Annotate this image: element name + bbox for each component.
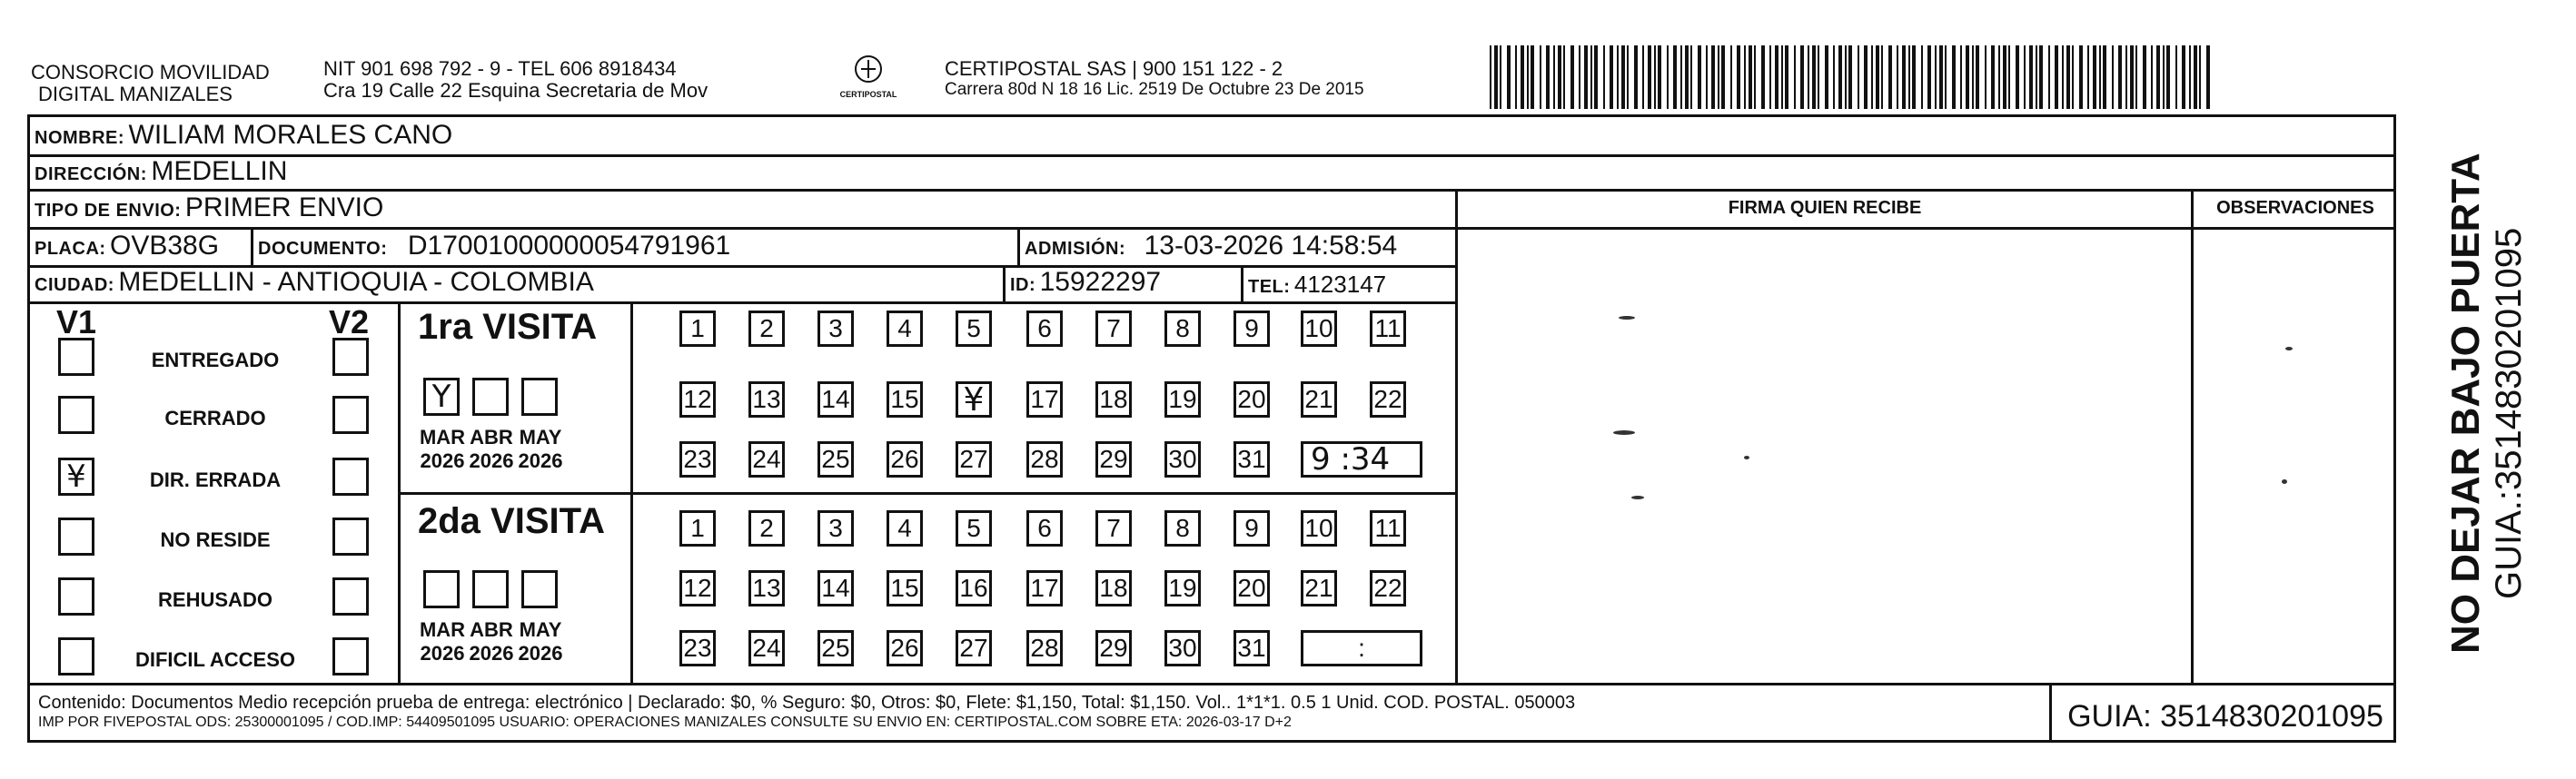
barcode-bar (1808, 45, 1809, 109)
day-box[interactable]: 21 (1301, 570, 1337, 606)
day-box[interactable]: 4 (887, 311, 923, 347)
barcode-bar (1976, 45, 1979, 109)
month-label: ABR (470, 426, 513, 449)
barcode-bar (1648, 45, 1651, 109)
day-box[interactable]: 18 (1095, 381, 1132, 418)
barcode-bar (2112, 45, 2114, 109)
day-box[interactable]: 30 (1164, 441, 1201, 478)
day-box[interactable]: 8 (1164, 510, 1201, 547)
day-box[interactable]: 28 (1026, 630, 1063, 666)
barcode-bar (1848, 45, 1852, 109)
day-box[interactable]: ¥ (956, 381, 992, 418)
month-checkbox[interactable]: Y (423, 378, 460, 416)
day-box[interactable]: 23 (679, 441, 716, 478)
v1-checkbox[interactable] (58, 637, 94, 675)
company-line2: DIGITAL MANIZALES (38, 83, 233, 105)
certipostal-line2: Carrera 80d N 18 16 Lic. 2519 De Octubre 23 De 2015 (945, 80, 1364, 99)
day-box[interactable]: 7 (1095, 510, 1132, 547)
barcode-bar (1927, 45, 1931, 109)
barcode-bar (1579, 45, 1580, 109)
barcode-bar (1897, 45, 1898, 109)
barcode-bar (1812, 45, 1816, 109)
address-value: MEDELLIN (151, 156, 288, 186)
barcode-bar (1754, 45, 1756, 109)
barcode-bar (1838, 45, 1842, 109)
day-box[interactable]: 6 (1026, 510, 1063, 547)
month-label: MAY (519, 426, 562, 449)
day-box[interactable]: 11 (1370, 510, 1406, 547)
nit-line2: Cra 19 Calle 22 Esquina Secretaria de Mov (323, 79, 708, 102)
barcode-bar (1658, 45, 1661, 109)
barcode-bar (2055, 45, 2058, 109)
day-box[interactable]: 8 (1164, 311, 1201, 347)
day-box[interactable]: 1 (679, 510, 716, 547)
barcode-bar (2175, 45, 2177, 109)
barcode-bar (1617, 45, 1619, 109)
admission-cell (1025, 231, 1397, 261)
barcode-bar (1939, 45, 1943, 109)
day-box[interactable]: 10 (1301, 311, 1337, 347)
v2-checkbox[interactable] (332, 637, 369, 675)
tel-cell (1248, 271, 1386, 299)
day-box[interactable]: 7 (1095, 311, 1132, 347)
barcode-bar (2194, 45, 2197, 109)
barcode-bar (1540, 45, 1541, 109)
certipostal-logo (832, 53, 905, 107)
barcode-bar (1845, 45, 1847, 109)
barcode-bar (2099, 45, 2101, 109)
document-value: D17001000000054791961 (407, 231, 731, 261)
barcode-bar (1945, 45, 1947, 109)
plate-cell (35, 231, 219, 261)
barcode-bar (1570, 45, 1574, 109)
barcode-bar (1690, 45, 1692, 109)
barcode-bar (1818, 45, 1819, 109)
barcode-bar (1785, 45, 1788, 109)
day-box[interactable]: 21 (1301, 381, 1337, 418)
year-label: 2026 (469, 449, 514, 472)
month-label: MAY (519, 618, 562, 641)
day-box[interactable]: 6 (1026, 311, 1063, 347)
barcode-bar (2135, 45, 2137, 109)
admission-label: ADMISIÓN: (1025, 239, 1126, 259)
day-box[interactable]: 15 (887, 570, 923, 606)
certipostal-line1: CERTIPOSTAL SAS | 900 151 122 - 2 (945, 57, 1283, 80)
barcode-bar (1603, 45, 1605, 109)
logo-text: CERTIPOSTAL (839, 90, 897, 99)
day-box[interactable]: 9 (1234, 311, 1270, 347)
address-row (35, 156, 287, 187)
day-box[interactable]: 13 (748, 570, 785, 606)
barcode-bar (1998, 45, 2000, 109)
month-checkbox[interactable] (423, 570, 460, 608)
name-label: NOMBRE: (35, 128, 125, 148)
day-box[interactable]: 24 (748, 630, 785, 666)
day-box[interactable]: 18 (1095, 570, 1132, 606)
barcode-bar (1654, 45, 1656, 109)
day-box[interactable]: 23 (679, 630, 716, 666)
day-box[interactable]: 26 (887, 630, 923, 666)
barcode-bar (1563, 45, 1565, 109)
barcode-bar (1553, 45, 1555, 109)
barcode-bar (1935, 45, 1937, 109)
status-option: DIFICIL ACCESO (134, 648, 295, 671)
month-checkbox[interactable] (472, 378, 509, 416)
day-box[interactable]: 31 (1234, 441, 1270, 478)
day-box[interactable]: 9 (1234, 510, 1270, 547)
barcode-bar (1952, 45, 1956, 109)
barcode-bar (2093, 45, 2096, 109)
day-box[interactable]: 5 (956, 510, 992, 547)
day-box[interactable]: 30 (1164, 630, 1201, 666)
company-line1: CONSORCIO MOVILIDAD (31, 61, 270, 84)
barcode-bar (1888, 45, 1892, 109)
day-box[interactable]: 20 (1234, 570, 1270, 606)
city-cell (35, 267, 594, 298)
plate-label: PLACA: (35, 239, 106, 259)
status-option: CERRADO (164, 407, 266, 429)
id-label: ID: (1010, 275, 1036, 295)
barcode (1490, 45, 2216, 109)
barcode-bar (2143, 45, 2146, 109)
day-box[interactable]: 25 (817, 630, 854, 666)
v2-checkbox[interactable] (332, 518, 369, 556)
v1-checkbox[interactable] (58, 518, 94, 556)
day-box[interactable]: 5 (956, 311, 992, 347)
barcode-bar (2036, 45, 2037, 109)
year-label: 2026 (420, 449, 465, 472)
barcode-bar (1769, 45, 1771, 109)
year-label: 2026 (469, 642, 514, 665)
visit2-title: 2da VISITA (418, 501, 605, 541)
day-box[interactable]: 20 (1234, 381, 1270, 418)
barcode-bar (1991, 45, 1995, 109)
certipostal-block (945, 58, 1364, 100)
day-box[interactable]: 15 (887, 381, 923, 418)
day-box[interactable]: 12 (679, 381, 716, 418)
certipostal-logo-icon (848, 53, 888, 85)
barcode-bar (1627, 45, 1629, 109)
day-box[interactable]: 19 (1164, 381, 1201, 418)
barcode-bar (1761, 45, 1765, 109)
day-box[interactable]: 13 (748, 381, 785, 418)
id-value: 15922297 (1039, 267, 1162, 297)
guia-box: GUIA: 3514830201095 (2067, 699, 2383, 734)
year-label: 2026 (420, 642, 465, 665)
barcode-bar (2024, 45, 2026, 109)
barcode-bar (2130, 45, 2134, 109)
barcode-bar (2048, 45, 2050, 109)
month-label: ABR (470, 618, 513, 641)
barcode-bar (1858, 45, 1859, 109)
signature-header: FIRMA QUIEN RECIBE (1728, 198, 1922, 218)
barcode-bar (2072, 45, 2074, 109)
month-label: MAR (419, 426, 466, 449)
day-box[interactable]: 29 (1095, 630, 1132, 666)
city-value: MEDELLIN - ANTIOQUIA - COLOMBIA (118, 267, 594, 297)
barcode-bar (1507, 45, 1511, 109)
nit-line1: NIT 901 698 792 - 9 - TEL 606 8918434 (323, 57, 677, 80)
barcode-bar (2016, 45, 2019, 109)
company-name (31, 62, 270, 105)
send-type-value: PRIMER ENVIO (184, 192, 384, 222)
tel-value: 4123147 (1293, 271, 1387, 298)
day-box[interactable]: 3 (817, 311, 854, 347)
v1-checkbox[interactable] (58, 577, 94, 616)
barcode-bar (1902, 45, 1906, 109)
barcode-bar (2008, 45, 2010, 109)
barcode-bar (1680, 45, 1682, 109)
barcode-bar (2163, 45, 2165, 109)
barcode-bar (1521, 45, 1524, 109)
day-box[interactable]: 14 (817, 570, 854, 606)
time-box[interactable]: 9 :34 (1301, 441, 1422, 478)
v1-label: V1 (56, 303, 97, 340)
barcode-bar (1621, 45, 1625, 109)
plate-value: OVB38G (110, 231, 220, 261)
month-checkbox[interactable] (472, 570, 509, 608)
barcode-bar (2125, 45, 2127, 109)
barcode-bar (2151, 45, 2153, 109)
barcode-bar (1558, 45, 1561, 109)
year-label: 2026 (518, 642, 563, 665)
address-label: DIRECCIÓN: (35, 164, 147, 184)
barcode-bar (1749, 45, 1752, 109)
month-checkbox[interactable] (521, 570, 558, 608)
day-box[interactable]: 16 (956, 570, 992, 606)
barcode-bar (1921, 45, 1923, 109)
day-box[interactable]: 28 (1026, 441, 1063, 478)
day-box[interactable]: 25 (817, 441, 854, 478)
day-box[interactable]: 10 (1301, 510, 1337, 547)
barcode-bar (2003, 45, 2006, 109)
day-box[interactable]: 31 (1234, 630, 1270, 666)
side-notice (2443, 145, 2571, 654)
name-row (35, 120, 452, 151)
v1-checkbox[interactable] (58, 396, 94, 434)
nit-block (323, 58, 708, 102)
barcode-bar (1494, 45, 1498, 109)
time-box[interactable]: : (1301, 630, 1422, 666)
v2-label: V2 (329, 303, 370, 340)
footer-content-line: Contenido: Documentos Medio recepción prueba de entrega: electrónico | Declarado: $0, % Seguro: $0, Otros: $0, Flete: $1,150, Total: $1,150. Vol.. 1*1*1. 0.5 1 Unid. COD. POSTAL. 050003 (38, 693, 1576, 713)
barcode-bar (1546, 45, 1550, 109)
barcode-bar (1500, 45, 1501, 109)
day-box[interactable]: 14 (817, 381, 854, 418)
day-box[interactable]: 3 (817, 510, 854, 547)
barcode-bar (2103, 45, 2106, 109)
day-box[interactable]: 17 (1026, 570, 1063, 606)
barcode-bar (1706, 45, 1708, 109)
day-box[interactable]: 26 (887, 441, 923, 478)
v2-checkbox[interactable] (332, 338, 369, 376)
status-option: NO RESIDE (160, 528, 271, 551)
month-checkbox[interactable] (521, 378, 558, 416)
barcode-bar (1871, 45, 1873, 109)
barcode-bar (2206, 45, 2210, 109)
year-label: 2026 (518, 449, 563, 472)
barcode-bar (1610, 45, 1613, 109)
barcode-bar (1685, 45, 1689, 109)
day-box[interactable]: 1 (679, 311, 716, 347)
day-box[interactable]: 2 (748, 311, 785, 347)
document-cell (258, 231, 730, 261)
day-box[interactable]: 11 (1370, 311, 1406, 347)
side-line2: GUIA.:3514830201095 (2489, 227, 2529, 599)
barcode-bar (1972, 45, 1974, 109)
status-option: DIR. ERRADA (149, 468, 282, 491)
tel-label: TEL: (1248, 277, 1291, 297)
barcode-bar (2062, 45, 2064, 109)
barcode-bar (1794, 45, 1796, 109)
barcode-bar (1730, 45, 1732, 109)
footer-print-line: IMP POR FIVEPOSTAL ODS: 25300001095 / COD.IMP: 54409501095 USUARIO: OPERACIONES MANIZALES CONSULTE SU ENVIO EN: CERTIPOSTAL.COM SOBRE ETA: 2026-03-17 D+2 (38, 715, 1292, 730)
barcode-bar (1515, 45, 1517, 109)
side-line1: NO DEJAR BAJO PUERTA (2443, 153, 2488, 654)
name-value: WILIAM MORALES CANO (128, 120, 453, 150)
barcode-bar (1642, 45, 1644, 109)
status-option: REHUSADO (158, 588, 272, 611)
barcode-bar (1584, 45, 1588, 109)
barcode-bar (1634, 45, 1638, 109)
barcode-bar (1800, 45, 1804, 109)
day-box[interactable]: 27 (956, 441, 992, 478)
month-label: MAR (419, 618, 466, 641)
id-cell (1010, 267, 1161, 298)
barcode-bar (2029, 45, 2033, 109)
barcode-bar (1490, 45, 1491, 109)
barcode-bar (1698, 45, 1701, 109)
barcode-bar (1594, 45, 1598, 109)
barcode-bar (1667, 45, 1669, 109)
barcode-bar (1825, 45, 1828, 109)
barcode-bar (1960, 45, 1962, 109)
barcode-bar (1527, 45, 1529, 109)
barcode-bar (1718, 45, 1719, 109)
barcode-bar (1531, 45, 1534, 109)
day-box[interactable]: 4 (887, 510, 923, 547)
barcode-bar (1744, 45, 1746, 109)
barcode-bar (2182, 45, 2185, 109)
barcode-bar (2118, 45, 2122, 109)
v1-checkbox[interactable]: ¥ (58, 458, 94, 496)
day-box[interactable]: 27 (956, 630, 992, 666)
barcode-bar (1590, 45, 1592, 109)
barcode-bar (2189, 45, 2191, 109)
status-option: ENTREGADO (151, 349, 280, 371)
barcode-bar (1721, 45, 1725, 109)
barcode-bar (1985, 45, 1986, 109)
day-box[interactable]: 17 (1026, 381, 1063, 418)
day-box[interactable]: 2 (748, 510, 785, 547)
barcode-bar (1876, 45, 1879, 109)
v2-checkbox[interactable] (332, 458, 369, 496)
day-box[interactable]: 22 (1370, 381, 1406, 418)
barcode-bar (1673, 45, 1677, 109)
day-box[interactable]: 22 (1370, 570, 1406, 606)
barcode-bar (1881, 45, 1883, 109)
visit1-title: 1ra VISITA (418, 307, 598, 347)
barcode-bar (1912, 45, 1916, 109)
v2-checkbox[interactable] (332, 396, 369, 434)
barcode-bar (2199, 45, 2201, 109)
day-box[interactable]: 19 (1164, 570, 1201, 606)
barcode-bar (2079, 45, 2083, 109)
day-box[interactable]: 24 (748, 441, 785, 478)
barcode-bar (2166, 45, 2170, 109)
barcode-bar (1737, 45, 1740, 109)
send-type-row (35, 192, 383, 223)
observations-header: OBSERVACIONES (2216, 198, 2374, 218)
barcode-bar (1908, 45, 1910, 109)
footer-text (38, 692, 2036, 732)
day-box[interactable]: 29 (1095, 441, 1132, 478)
barcode-bar (1864, 45, 1868, 109)
v2-checkbox[interactable] (332, 577, 369, 616)
v1-checkbox[interactable] (58, 338, 94, 376)
document-label: DOCUMENTO: (258, 239, 388, 259)
day-box[interactable]: 12 (679, 570, 716, 606)
barcode-bar (2039, 45, 2043, 109)
barcode-bar (1711, 45, 1715, 109)
barcode-bar (1775, 45, 1778, 109)
barcode-bar (2066, 45, 2070, 109)
barcode-bar (1781, 45, 1783, 109)
city-label: CIUDAD: (35, 275, 114, 295)
barcode-bar (2087, 45, 2089, 109)
barcode-bar (1833, 45, 1835, 109)
barcode-bar (2156, 45, 2160, 109)
admission-value: 13-03-2026 14:58:54 (1144, 231, 1398, 261)
barcode-bar (1966, 45, 1969, 109)
send-type-label: TIPO DE ENVIO: (35, 201, 182, 221)
